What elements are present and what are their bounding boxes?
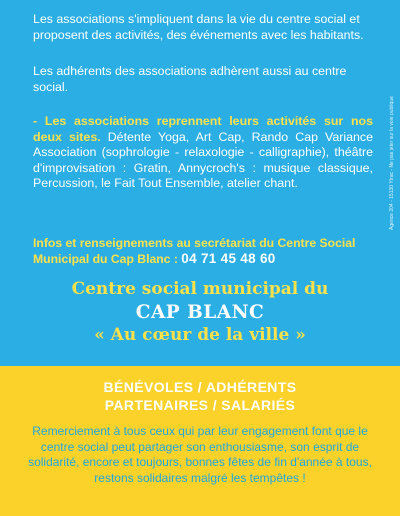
activities-list: Détente Yoga, Art Cap, Rando Cap Variance Association (sophrologie - relaxologie - calligraphie), théâtre d'improvisation : Gratin, Annycroch's : musique classique, Percussion, le Fait Tout Ensemble, atelier chant. bbox=[33, 129, 374, 191]
info-text: Infos et renseignements au secrétariat du Centre Social Municipal du Cap Blanc : bbox=[33, 236, 356, 266]
activities-paragraph bbox=[33, 114, 373, 192]
volunteers-heading-1: BÉNÉVOLES / ADHÉRENTS bbox=[103, 379, 297, 395]
centre-title-line1: Centre social municipal du bbox=[71, 279, 329, 299]
phone-number: 04 71 45 48 60 bbox=[181, 251, 276, 266]
intro-paragraph-1: Les associations s'impliquent dans la vie du centre social et proposent des activités, des événements avec les habitants. bbox=[33, 12, 364, 42]
activities-highlight: - Les associations reprennent leurs activités sur nos deux sites. bbox=[33, 114, 373, 144]
centre-slogan: « Au cœur de la ville » bbox=[94, 325, 306, 345]
centre-title-line2: CAP BLANC bbox=[135, 302, 265, 323]
info-contact bbox=[33, 235, 373, 267]
intro-paragraph-2: Les adhérents des associations adhèrent aussi au centre social. bbox=[33, 64, 347, 94]
volunteers-message: Remerciement à tous ceux qui par leur engagement font que le centre social peut partager son enthousiasme, son esprit de solidarité, encore et toujours, bonnes fêtes de fin d'année à tous, restons solidaires malgré les tempêtes ! bbox=[28, 424, 372, 485]
printer-side-note: Agence 204 - 15130 Ytrac - Ne pas jeter sur la voie publique bbox=[389, 96, 395, 230]
volunteers-heading-2: PARTENAIRES / SALARIÉS bbox=[104, 397, 296, 413]
